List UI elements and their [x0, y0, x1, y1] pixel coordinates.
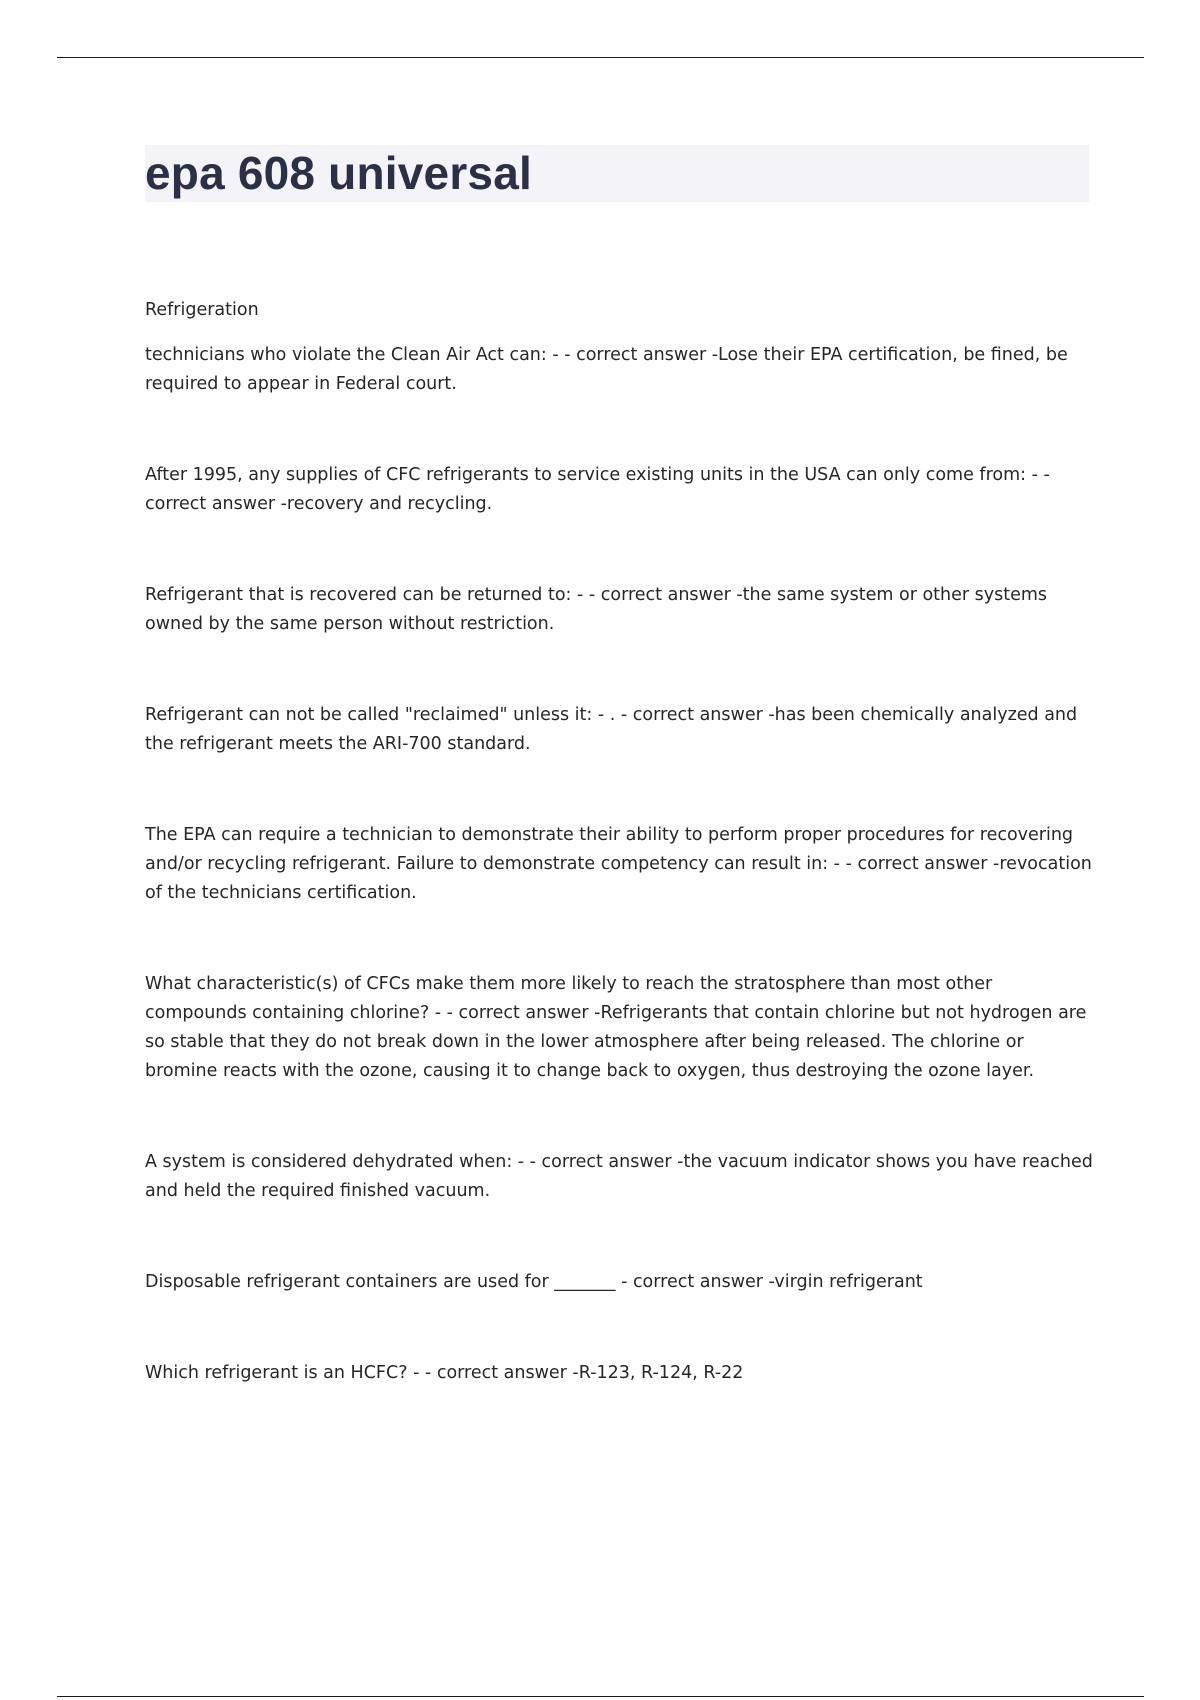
qa-item: The EPA can require a technician to demonstrate their ability to perform proper procedures for recovering and/or recycling refrigerant. Failure to demonstrate competency can result in: - - correct answer -revocation of the technicians certification. — [145, 825, 1092, 903]
qa-item: What characteristic(s) of CFCs make them more likely to reach the stratosphere than most other compounds containing chlorine? - - correct answer -Refrigerants that contain chlorine but not hydrogen are so stable that they do not break down in the lower atmosphere after being released. The chlorine or bromine reacts with the ozone, causing it to change back to oxygen, thus destroying the ozone layer. — [145, 974, 1087, 1081]
qa-item: Disposable refrigerant containers are used for _______ - correct answer -virgin refrigerant — [145, 1272, 923, 1292]
section-label: Refrigeration — [145, 300, 259, 320]
qa-item: A system is considered dehydrated when: - - correct answer -the vacuum indicator shows you have reached and held the required finished vacuum. — [145, 1152, 1093, 1201]
document-title: epa 608 universal — [145, 147, 532, 199]
qa-item: technicians who violate the Clean Air Act can: - - correct answer -Lose their EPA certification, be fined, be required to appear in Federal court. — [145, 345, 1068, 394]
qa-item: After 1995, any supplies of CFC refrigerants to service existing units in the USA can only come from: - - correct answer -recovery and recycling. — [145, 465, 1050, 514]
qa-item: Refrigerant that is recovered can be returned to: - - correct answer -the same system or other systems owned by the same person without restriction. — [145, 585, 1048, 634]
bottom-rule — [57, 1696, 1144, 1697]
qa-item: Refrigerant can not be called "reclaimed" unless it: - . - correct answer -has been chemically analyzed and the refrigerant meets the ARI-700 standard. — [145, 705, 1078, 754]
top-rule — [57, 57, 1144, 58]
qa-item: Which refrigerant is an HCFC? - - correct answer -R-123, R-124, R-22 — [145, 1363, 744, 1383]
document-body — [145, 296, 1095, 1388]
